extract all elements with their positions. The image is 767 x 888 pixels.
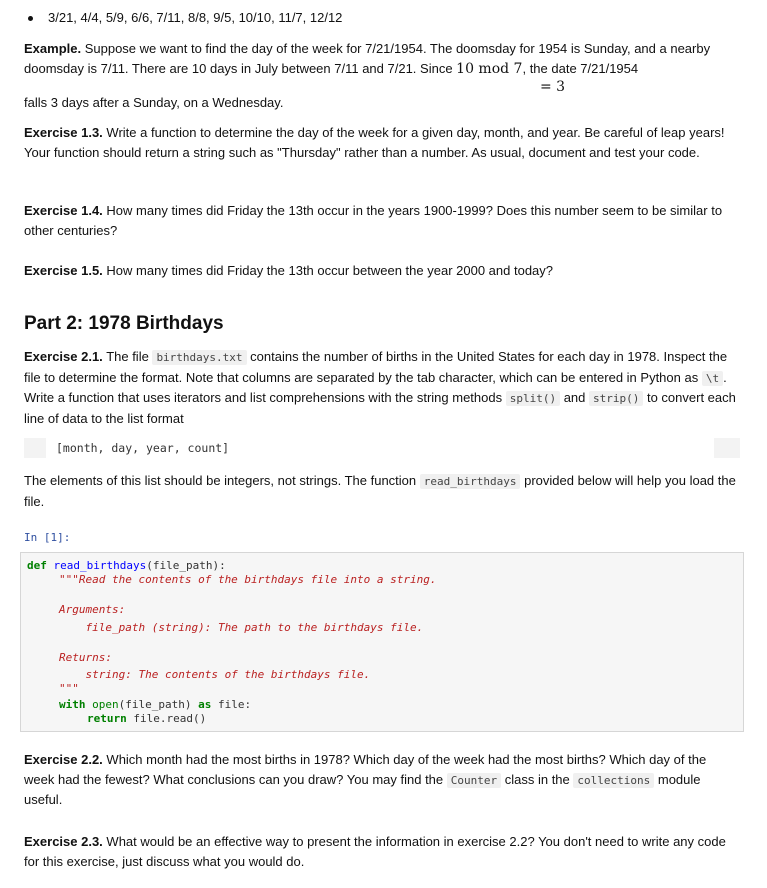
doomsday-dates-text: 3/21, 4/4, 5/9, 6/6, 7/11, 8/8, 9/5, 10/10, 11/7, 12/12	[48, 10, 343, 25]
code-line-with: with open(file_path) as file:	[59, 698, 252, 711]
example-label: Example.	[24, 41, 82, 56]
code-docstring-line: """	[59, 682, 79, 695]
exercise-label: Exercise 1.3.	[24, 125, 103, 140]
bullet-icon	[28, 16, 33, 21]
list-format-text: [month, day, year, count]	[56, 441, 230, 455]
exercise-2-1: Exercise 2.1. The file birthdays.txt contains the number of births in the United States for each day in 1978. Inspect the file to determine the format. Note that columns are separated by the tab character, which can be entered in Python as \t . Write a function that uses iterators and list comprehensions with the string methods split() and strip() to convert each line of data to the list format	[24, 349, 736, 426]
exercise-1-3: Exercise 1.3. Write a function to determine the day of the week for a given day, month, and year. Be careful of leap years! Your function should return a string such as "Thursday" rather than a number. As usual, document and test your code.	[24, 125, 725, 160]
part2-heading: Part 2: 1978 Birthdays	[24, 313, 224, 334]
math-expression: 10 mod 7	[456, 60, 523, 77]
code-line-def: def read_birthdays(file_path):	[27, 559, 226, 572]
list-format-code-block	[24, 436, 736, 460]
code-line-return: return file.read()	[87, 712, 207, 725]
code-cell[interactable]	[20, 552, 744, 732]
function-name: read_birthdays	[53, 559, 147, 572]
cell-prompt: In [1]:	[24, 531, 71, 544]
inline-code-strip: strip()	[589, 391, 643, 406]
list-description-paragraph: The elements of this list should be integers, not strings. The function read_birthdays provided below will help you load the file.	[24, 473, 736, 509]
exercise-label: Exercise 2.2.	[24, 752, 103, 767]
code-docstring-line: Arguments:	[59, 603, 126, 616]
inline-code-tab: \t	[702, 371, 723, 386]
math-equation: = 3	[540, 79, 566, 95]
exercise-2-2: Exercise 2.2. Which month had the most births in 1978? Which day of the week had the most births? Which day of the week had the fewest? What conclusions can you draw? You may find the Counter class in the collections module useful.	[24, 752, 707, 807]
example-paragraph: Example. Suppose we want to find the day of the week for 7/21/1954. The doomsday for 1954 is Sunday, and a nearby doomsday is 7/11. There are 10 days in July between 7/11 and 7/21. Since 10 mod 7, the date 7/21/1954	[24, 41, 711, 77]
inline-code-collections: collections	[573, 773, 654, 788]
code-docstring-line: """Read the contents of the birthdays file into a string.	[59, 573, 437, 586]
exercise-label: Exercise 2.1.	[24, 349, 103, 364]
inline-code-counter: Counter	[447, 773, 501, 788]
code-docstring-line: Returns:	[59, 651, 112, 664]
inline-code-read-birthdays: read_birthdays	[420, 474, 521, 489]
exercise-2-3: Exercise 2.3. What would be an effective way to present the information in exercise 2.2? You don't need to write any code for this exercise, just discuss what you would do.	[24, 834, 726, 869]
example-conclusion: falls 3 days after a Sunday, on a Wednesday.	[24, 95, 284, 110]
inline-code-split: split()	[506, 391, 560, 406]
exercise-label: Exercise 1.5.	[24, 263, 103, 278]
code-docstring-line: string: The contents of the birthdays file.	[59, 668, 371, 681]
exercise-label: Exercise 2.3.	[24, 834, 103, 849]
code-docstring-line: file_path (string): The path to the birthdays file.	[59, 621, 424, 634]
exercise-label: Exercise 1.4.	[24, 203, 103, 218]
exercise-1-5: Exercise 1.5. How many times did Friday the 13th occur between the year 2000 and today?	[24, 263, 554, 278]
inline-code-filename: birthdays.txt	[152, 350, 246, 365]
exercise-1-4: Exercise 1.4. How many times did Friday the 13th occur in the years 1900-1999? Does this number seem to be similar to other centuries?	[24, 203, 723, 238]
